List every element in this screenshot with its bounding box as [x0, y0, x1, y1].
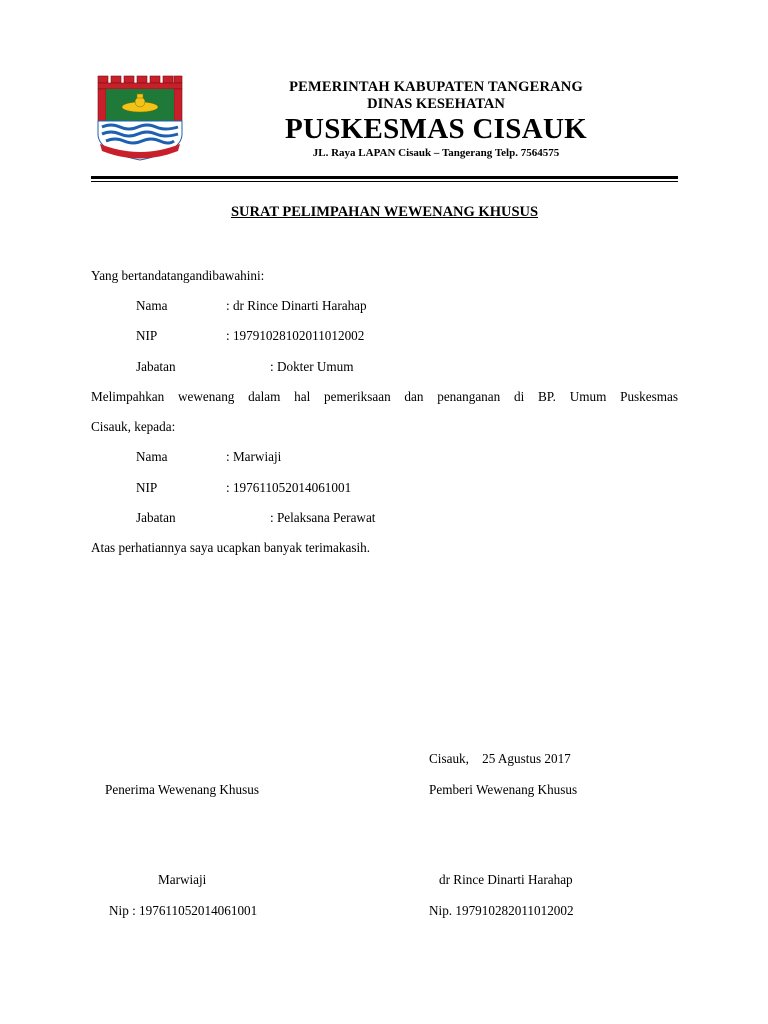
department-name: DINAS KESEHATAN: [367, 96, 505, 112]
closing-text: Atas perhatiannya saya ucapkan banyak terimakasih.: [91, 540, 371, 555]
institution-name: PUSKESMAS CISAUK: [284, 113, 588, 145]
intro-text: Yang bertandatangandibawahini:: [91, 268, 265, 283]
grantee-name-label: Nama: [136, 449, 168, 464]
institution-address: JL. Raya LAPAN Cisauk – Tangerang Telp. 7564575: [312, 147, 560, 159]
brick-wall-icon: [98, 76, 182, 89]
delegation-text-line1: Melimpahkan wewenang dalam hal pemeriksaan dan penanganan di BP. Umum Puskesmas: [91, 389, 678, 404]
recipient-role: Penerima Wewenang Khusus: [105, 782, 259, 797]
grantor-role: Pemberi Wewenang Khusus: [429, 782, 578, 797]
letterhead-divider-thick: [91, 176, 678, 179]
grantor-nip-value: : 19791028102011012002: [226, 328, 365, 343]
grantor-position-label: Jabatan: [136, 359, 176, 374]
recipient-signature-name: Marwiaji: [158, 872, 207, 887]
grantor-signature-name: dr Rince Dinarti Harahap: [439, 872, 573, 887]
grantee-nip-label: NIP: [136, 480, 158, 495]
grantor-name-label: Nama: [136, 298, 168, 313]
government-name: PEMERINTAH KABUPATEN TANGERANG: [289, 79, 583, 95]
document-title: SURAT PELIMPAHAN WEWENANG KHUSUS: [230, 204, 539, 220]
grantor-nip-label: NIP: [136, 328, 158, 343]
recipient-nip: Nip : 197611052014061001: [109, 903, 258, 918]
grantor-name-value: : dr Rince Dinarti Harahap: [226, 298, 367, 313]
grantee-position-label: Jabatan: [136, 510, 176, 525]
grantee-name-value: : Marwiaji: [226, 449, 282, 464]
grantor-position-value: : Dokter Umum: [270, 359, 354, 374]
grantee-nip-value: : 197611052014061001: [226, 480, 352, 495]
letterhead-divider-thin: [91, 181, 678, 182]
kabupaten-tangerang-logo: [94, 74, 186, 162]
delegation-text-line2: Cisauk, kepada:: [91, 419, 176, 434]
grantor-nip: Nip. 197910282011012002: [429, 903, 574, 918]
place-and-date: Cisauk, 25 Agustus 2017: [429, 751, 571, 766]
grantee-position-value: : Pelaksana Perawat: [270, 510, 376, 525]
